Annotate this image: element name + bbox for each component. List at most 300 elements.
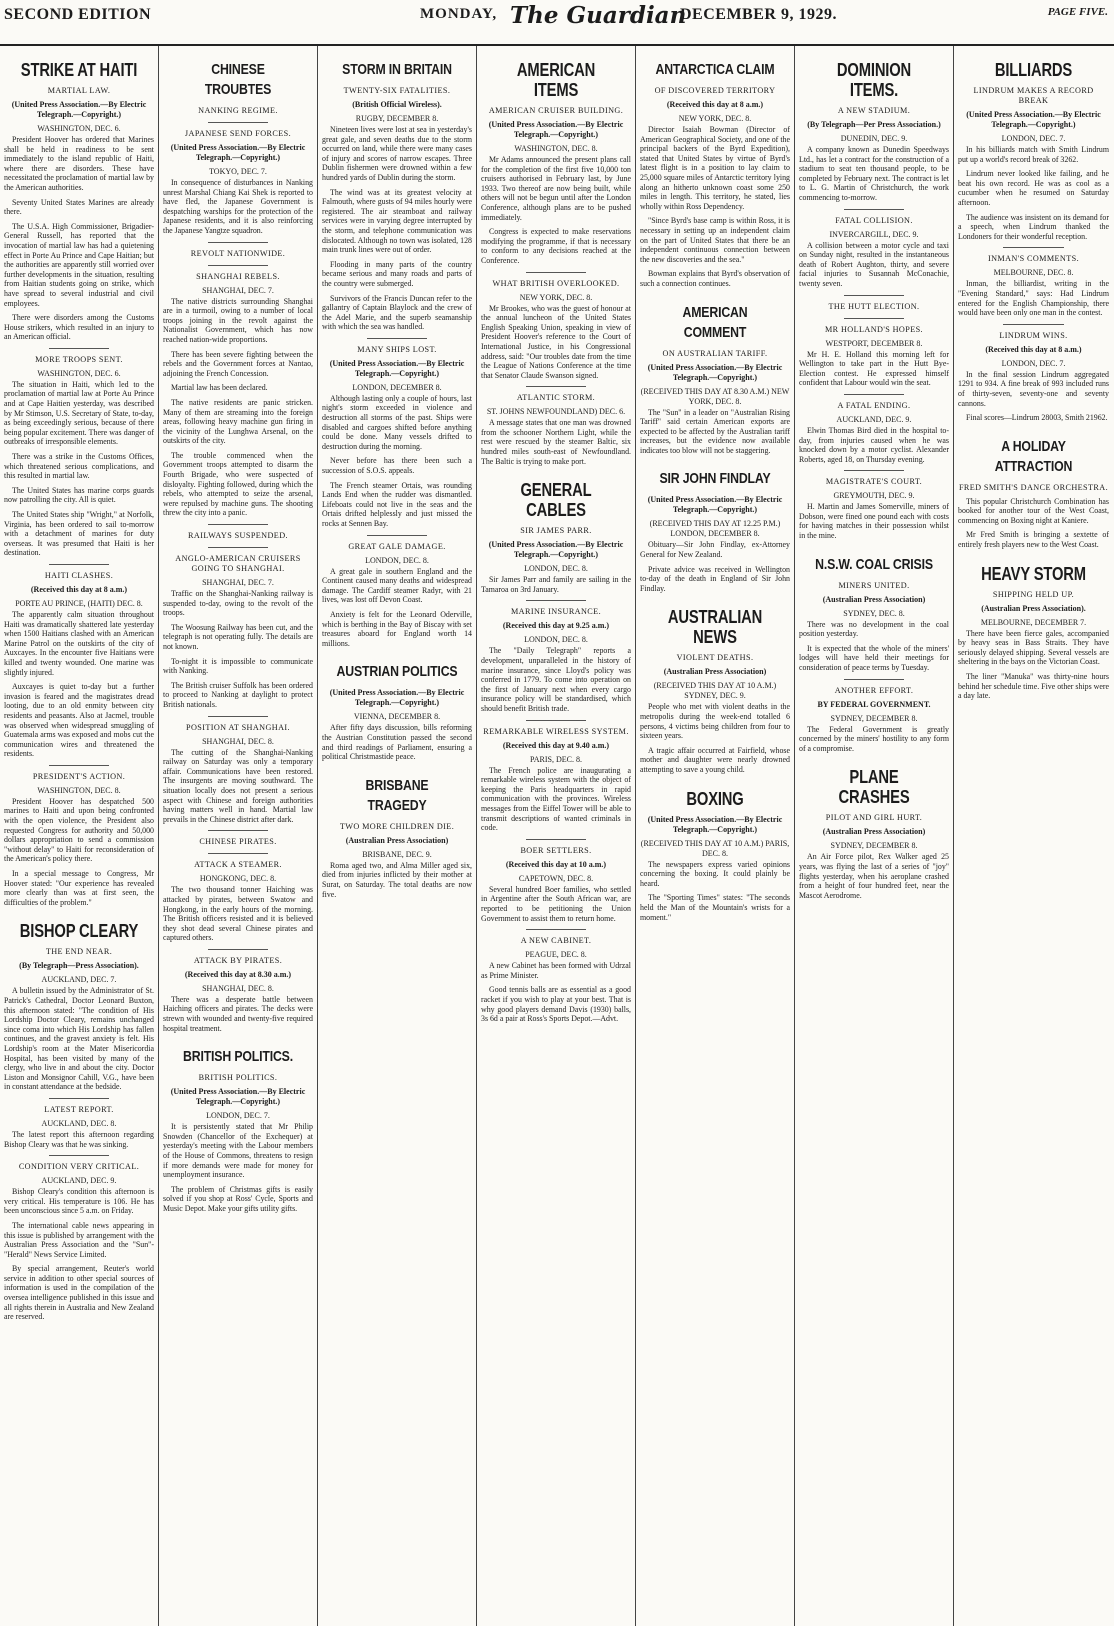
body-paragraph: Never before has there been such a succession of S.O.S. appeals. bbox=[322, 456, 472, 476]
body-paragraph: This popular Christchurch Combination has booked for another tour of the West Coast, commencing on Boxing night at Kaniere. bbox=[958, 496, 1109, 525]
article bbox=[322, 338, 472, 529]
divider-rule bbox=[844, 318, 904, 319]
dateline: LONDON, DEC. 8. bbox=[524, 564, 588, 574]
divider-rule bbox=[208, 122, 268, 123]
divider-rule bbox=[844, 209, 904, 210]
article bbox=[4, 1155, 154, 1322]
divider-rule bbox=[526, 272, 586, 273]
subheading: THE END NEAR. bbox=[45, 947, 113, 957]
article bbox=[163, 1047, 313, 1213]
byline: (Received this day at 10 a.m.) bbox=[505, 859, 607, 869]
body-paragraph: The Woosung Railway has been cut, and the telegraph is not operating fully. The details are not known. bbox=[163, 622, 313, 651]
body-paragraph: Traffic on the Shanghai-Nanking railway is suspended to-day, owing to the revolt of the troops. bbox=[163, 589, 313, 618]
byline: (United Press Association.—By Electric Telegraph.—Copyright.) bbox=[647, 362, 783, 382]
subheading: HAITI CLASHES. bbox=[44, 570, 114, 580]
column-6 bbox=[795, 46, 954, 1626]
subheading: THE HUTT ELECTION. bbox=[828, 301, 920, 311]
byline: (By Telegraph—Per Press Association.) bbox=[807, 120, 941, 129]
body-paragraph: A tragic affair occurred at Fairfield, whose mother and daughter were nearly drowned attempting to save a young child. bbox=[640, 745, 790, 774]
article bbox=[481, 720, 631, 833]
divider-rule bbox=[1003, 247, 1063, 248]
subheading: REMARKABLE WIRELESS SYSTEM. bbox=[483, 726, 629, 736]
body-paragraph: There were disorders among the Customs House strikers, which resulted in an injury to an American official. bbox=[4, 313, 154, 342]
divider-rule bbox=[49, 765, 109, 766]
headline: ANTARCTICA CLAIM bbox=[655, 61, 775, 78]
dateline: DUNEDIN, DEC. 9. bbox=[840, 134, 908, 143]
dateline: LONDON, DEC. 7. bbox=[1001, 134, 1066, 143]
dateline: WASHINGTON, DEC. 8. bbox=[37, 785, 121, 795]
body-paragraph: Martial law has been declared. bbox=[171, 383, 268, 393]
dateline: PORTE AU PRINCE, (HAITI) DEC. 8. bbox=[15, 598, 143, 608]
divider-rule bbox=[367, 338, 427, 339]
article bbox=[163, 524, 313, 541]
body-paragraph: The latest report this afternoon regarding Bishop Cleary was that he was sinking. bbox=[4, 1129, 154, 1149]
headline: BRITISH POLITICS. bbox=[183, 1048, 293, 1066]
dateline: SHANGHAI, DEC. 7. bbox=[202, 578, 274, 588]
subheading: REVOLT NATIONWIDE. bbox=[190, 248, 286, 258]
divider-rule bbox=[526, 929, 586, 930]
body-paragraph: An Air Force pilot, Rex Walker aged 25 years, was flying the last of a series of "joy" flights yesterday, when his aeroplane crashed from a height of four hundred feet, near the Mascot Aerodrome. bbox=[799, 852, 949, 900]
body-paragraph: The trouble commenced when the Government troops attempted to disarm the Fourth Brigade, who were suspected of disloyalty. Fighting followed, during which the rebels, who attempted to seize the arsenal, were repulsed by machine guns. The shooting threw the city into a panic. bbox=[163, 450, 313, 518]
divider-rule bbox=[526, 600, 586, 601]
headline: BILLIARDS bbox=[994, 60, 1073, 80]
byline: (Australian Press Association) bbox=[822, 827, 926, 837]
body-paragraph: The U.S.A. High Commissioner, Brigadier-General Russell, has reported that the invocation of martial law has had a quietening effect in Porte Au Prince and Cape Haitian; but the authorities are apparently still worried over further developments in the situation, resulting from Haitian students going on strike, which have spread to several industrial and civil employees. bbox=[4, 221, 154, 308]
article bbox=[322, 662, 472, 761]
subheading: BRITISH POLITICS. bbox=[198, 1073, 278, 1083]
subheading: FATAL COLLISION. bbox=[835, 215, 913, 225]
article bbox=[958, 247, 1109, 317]
divider-rule bbox=[49, 1155, 109, 1156]
dateline: LONDON, DEC. 7. bbox=[1001, 358, 1066, 368]
article bbox=[799, 295, 949, 312]
article bbox=[163, 949, 313, 1033]
article bbox=[640, 60, 790, 289]
article bbox=[163, 265, 313, 518]
column-5 bbox=[636, 46, 795, 1626]
article bbox=[481, 386, 631, 466]
divider-rule bbox=[208, 265, 268, 266]
divider-rule bbox=[208, 547, 268, 548]
article bbox=[799, 209, 949, 289]
body-paragraph: H. Martin and James Somerville, miners of Dobson, were fined one pound each with costs for having matches in their possession whilst in the mine. bbox=[799, 502, 949, 541]
subheading: SHIPPING HELD UP. bbox=[992, 589, 1075, 599]
body-paragraph: A message states that one man was drowned from the schooner Northern Light, while the rest were rescued by the steamer Baltic, six hundred miles south-east of Newfoundland. The Baltic is trying to make port. bbox=[481, 418, 631, 466]
article bbox=[4, 921, 154, 1092]
dateline: WASHINGTON, DEC. 6. bbox=[37, 368, 121, 378]
article bbox=[640, 303, 790, 456]
subheading: TWENTY-SIX FATALITIES. bbox=[343, 86, 451, 95]
byline: (United Press Association.—By Electric Telegraph.—Copyright.) bbox=[647, 495, 783, 515]
article bbox=[481, 839, 631, 923]
subheading: VIOLENT DEATHS. bbox=[676, 653, 754, 663]
body-paragraph: The "Sun" in a leader on "Australian Rising Tariff" said certain American exports are expected to be affected by the Australian tariff increases, but the evidence now available indicates too blow will not be staggering. bbox=[640, 407, 790, 455]
article bbox=[481, 60, 631, 266]
divider-rule bbox=[208, 242, 268, 243]
byline: (Received this day at 8 a.m.) bbox=[666, 100, 764, 109]
subheading: INMAN'S COMMENTS. bbox=[987, 254, 1080, 264]
subheading: FRED SMITH'S DANCE ORCHESTRA. bbox=[958, 482, 1109, 492]
byline: (United Press Association.—By Electric Telegraph.—Copyright.) bbox=[647, 814, 783, 834]
article bbox=[322, 535, 472, 649]
article bbox=[958, 437, 1109, 550]
subheading: ATLANTIC STORM. bbox=[516, 393, 596, 403]
subheading: ANOTHER EFFORT. bbox=[834, 685, 914, 695]
divider-rule bbox=[208, 949, 268, 950]
dateline: SHANGHAI, DEC. 8. bbox=[202, 736, 274, 746]
subheading: SHANGHAI REBELS. bbox=[196, 271, 280, 281]
divider-rule bbox=[526, 386, 586, 387]
body-paragraph: The "Sporting Times" states: "The seconds held the Man of the Mountain's wrists for a moment." bbox=[640, 893, 790, 922]
subheading: TWO MORE CHILDREN DIE. bbox=[339, 821, 455, 831]
dateline: CAPETOWN, DEC. 8. bbox=[518, 873, 594, 883]
subheading: ATTACK A STEAMER. bbox=[194, 860, 282, 870]
body-paragraph: In consequence of disturbances in Nanking unrest Marshal Chiang Kai Shek is reported to have fled, the Japanese Government is despatching warships for the protection of the Japanese residents, and it is also reinforcing the Japanese Yangtze squadron. bbox=[163, 178, 313, 235]
divider-rule bbox=[844, 470, 904, 471]
divider-rule bbox=[208, 716, 268, 717]
article bbox=[163, 122, 313, 236]
body-paragraph: The "Daily Telegraph" reports a development, unparalleled in the history of marine insurance, since Lloyd's policy was conferred in 1779. To come into operation on the first of January next when every cargo insurance policy will be standardised, which should benefit British trade. bbox=[481, 646, 631, 713]
body-paragraph: The problem of Christmas gifts is easily solved if you shop at Ross' Cycle, Sports and Music Depot. Make your gifts utility gifts. bbox=[163, 1184, 313, 1213]
body-paragraph: Final scores—Lindrum 28003, Smith 21962. bbox=[966, 413, 1108, 423]
subheading: PILOT AND GIRL HURT. bbox=[825, 813, 923, 823]
subheading: LINDRUM WINS. bbox=[999, 330, 1068, 340]
dateline: SHANGHAI, DEC. 8. bbox=[202, 983, 274, 993]
body-paragraph: The French steamer Ortais, was rounding Lands End when the rudder was dismantled. Lifeboats could not live in the seas and the Ortais drifted helplessly and just missed the rocks at Sennen Bay. bbox=[322, 480, 472, 528]
subheading: A FATAL ENDING. bbox=[837, 400, 911, 410]
body-paragraph: The United States has marine corps guards now patrolling the city. All is quiet. bbox=[4, 485, 154, 505]
column-3 bbox=[318, 46, 477, 1626]
headline: AUSTRALIAN NEWS bbox=[667, 607, 763, 648]
body-paragraph: By special arrangement, Reuter's world service in addition to other special sources of information is used in the compilation of the oversea intelligence published in this issue and all rights therein in Australia and New Zealand are reserved. bbox=[4, 1264, 154, 1322]
subheading: A NEW CABINET. bbox=[520, 936, 592, 946]
divider-rule bbox=[526, 839, 586, 840]
body-paragraph: It is persistently stated that Mr Philip Snowden (Chancellor of the Exchequer) at yesterday's meeting with the Labour members of the House of Commons, threatens to resign if more demands were made for money for unemployment insurance. bbox=[163, 1122, 313, 1180]
subheading: NANKING REGIME. bbox=[198, 106, 278, 115]
byline: (Received this day at 9.40 a.m.) bbox=[502, 740, 610, 750]
body-paragraph: Sir James Parr and family are sailing in the Tamaroa on 3rd January. bbox=[481, 575, 631, 594]
body-paragraph: The native districts surrounding Shanghai are in a turmoil, owing to a number of local troops joining in the revolt against the Nationalist Government, which has now reached nation-wide proportions. bbox=[163, 296, 313, 344]
article bbox=[163, 830, 313, 847]
article bbox=[4, 564, 154, 759]
subheading: ANGLO-AMERICAN CRUISERS GOING TO SHANGHAI. bbox=[175, 554, 301, 574]
body-paragraph: The native residents are panic stricken. Many of them are streaming into the foreign areas, following heavy machine gun firing in the vicinity of the Lunghwa Arsenal, on the outskirts of the city. bbox=[163, 397, 313, 446]
dateline: LONDON, DEC. 7. bbox=[206, 1111, 270, 1121]
byline: (United Press Association.—By Electric Telegraph.—Copyright.) bbox=[329, 688, 465, 708]
body-paragraph: Although lasting only a couple of hours, last night's storm exceeded in violence and destruction all storms of the past. Ships were disabled and cargoes shifted before anything could be done. Many vessels drifted to destruction during the morning. bbox=[322, 393, 472, 451]
article bbox=[799, 679, 949, 754]
subheading: POSITION AT SHANGHAI. bbox=[185, 722, 290, 732]
headline: BISHOP CLEARY bbox=[19, 921, 139, 942]
headline: DOMINION ITEMS. bbox=[836, 60, 912, 100]
body-paragraph: In his billiards match with Smith Lindrum put up a world's record break of 3262. bbox=[958, 145, 1109, 164]
dateline: SYDNEY, DECEMBER 8. bbox=[830, 713, 918, 723]
subheading: ATTACK BY PIRATES. bbox=[193, 955, 283, 965]
dateline: NEW YORK, DEC. 8. bbox=[519, 292, 593, 302]
body-paragraph: The situation in Haiti, which led to the proclamation of martial law at Porte Au Prince and at Cape Haitien yesterday, was described by Mr Stimson, U.S. Secretary of State, to-day, as being exceedingly serious, because of there being popular excitement. There was danger of outbreaks of irresponsible elements. bbox=[4, 379, 154, 447]
body-paragraph: Good tennis balls are as essential as a good racket if you wish to play at your best. That is why good players demand Davis (1930) balls, 3s 6d a pair at Ross's Sports Depot.—Advt. bbox=[481, 985, 631, 1024]
body-paragraph: Lindrum never looked like failing, and he beat his own record. He was as cool as a cucumber when he resumed on Saturday afternoon. bbox=[958, 169, 1109, 207]
divider-rule bbox=[526, 720, 586, 721]
byline: (United Press Association.—By Electric Telegraph.—Copyright.) bbox=[11, 100, 147, 119]
body-paragraph: Seventy United States Marines are already there. bbox=[4, 197, 154, 217]
article bbox=[640, 789, 790, 923]
dateline: PEAGUE, DEC. 8. bbox=[525, 950, 587, 960]
divider-rule bbox=[49, 348, 109, 349]
dateline: AUCKLAND, DEC. 7. bbox=[41, 975, 117, 985]
page-number: PAGE FIVE. bbox=[1047, 6, 1108, 18]
headline: AUSTRIAN POLITICS bbox=[336, 663, 458, 681]
article bbox=[481, 480, 631, 594]
dateline: LONDON, DEC. 8. bbox=[365, 555, 429, 565]
body-paragraph: There has been severe fighting between the rebels and the Government forces at Nantao, adjoining the French Concession. bbox=[163, 349, 313, 378]
byline: (United Press Association.—By Electric Telegraph.—Copyright.) bbox=[488, 120, 624, 139]
body-paragraph: Anxiety is felt for the Leonard Oderville, which is berthing in the Bay of Biscay with set treasures aboard for England worth 14 millions. bbox=[322, 609, 472, 648]
byline: (By Telegraph—Press Association). bbox=[19, 961, 139, 971]
dateline: (RECEIVED THIS DAY AT 10 A.M.) PARIS, DEC. 8. bbox=[640, 838, 790, 858]
subheading: AMERICAN CRUISER BUILDING. bbox=[488, 106, 624, 115]
article bbox=[163, 853, 313, 943]
dateline: RUGBY, DECEMBER 8. bbox=[355, 114, 439, 123]
body-paragraph: Mr Fred Smith is bringing a sextette of entirely fresh players new to the West Coast. bbox=[958, 530, 1109, 550]
body-paragraph: A great gale in southern England and the Continent caused many deaths and widespread damage. The Cardiff steamer Radyr, with 21 lives, was lost off Devon Coast. bbox=[322, 566, 472, 605]
dateline: SHANGHAI, DEC. 7. bbox=[202, 285, 274, 295]
body-paragraph: The United States ship "Wright," at Norfolk, Virginia, has been ordered to sail to-morrow with a detachment of marines for duty overseas. It was presumed that Haiti is her destination. bbox=[4, 510, 154, 558]
body-paragraph: There have been fierce gales, accompanied by heavy seas in Bass Straits. They have seriously delayed shipping. Several vessels are sheltering in the bays on the Victorian Coast. bbox=[958, 628, 1109, 667]
body-paragraph: In the final session Lindrum aggregated 1291 to 934. A fine break of 993 included runs of thirty-seven, seventy-one and seventy cannons. bbox=[958, 369, 1109, 408]
body-paragraph: Elwin Thomas Bird died in the hospital to-day, from injuries caused when he was knocked down by a motor cyclist. Alexander Roberts, aged 18, on Thursday evening. bbox=[799, 425, 949, 464]
article bbox=[163, 242, 313, 259]
article bbox=[163, 547, 313, 710]
body-paragraph: A company known as Dunedin Speedways Ltd., has let a contract for the construction of a stadium to seat ten thousand people, to be completed by February next. The contract is let to L. G. Martin of Christchurch, the work commencing to-morrow. bbox=[799, 145, 949, 202]
divider-rule bbox=[208, 524, 268, 525]
subheading: MAGISTRATE'S COURT. bbox=[825, 477, 923, 487]
body-paragraph: Roma aged two, and Alma Miller aged six, died from injuries inflicted by their mother at Surat, on Saturday. The total deaths are now five. bbox=[322, 860, 472, 899]
headline: BOXING bbox=[686, 788, 744, 809]
headline: HEAVY STORM bbox=[981, 563, 1086, 584]
body-paragraph: Congress is expected to make reservations modifying the programme, if that is necessary to conform to any decisions reached at the Conference. bbox=[481, 227, 631, 265]
body-paragraph: A new Cabinet has been formed with Udrzal as Prime Minister. bbox=[481, 961, 631, 980]
dateline: BRISBANE, DEC. 9. bbox=[362, 849, 432, 859]
dateline: LONDON, DEC. 8. bbox=[524, 635, 588, 645]
body-paragraph: The two thousand tonner Haiching was attacked by pirates, between Swatow and Hongkong, in the early hours of the morning. The British officers resisted and it is believed they shot dead several Chinese pirates and captured others. bbox=[163, 885, 313, 943]
subheading: CHINESE PIRATES. bbox=[199, 837, 277, 847]
columns bbox=[0, 46, 1114, 1626]
byline: (Australian Press Association) bbox=[822, 594, 926, 604]
body-paragraph: Obituary—Sir John Findlay, ex-Attorney General for New Zealand. bbox=[640, 540, 790, 560]
dateline: (RECEIVED THIS DAY AT 10 A.M.) SYDNEY, DEC. 9. bbox=[653, 681, 777, 701]
subheading: MR HOLLAND'S HOPES. bbox=[824, 324, 923, 334]
masthead-date: DECEMBER 9, 1929. bbox=[680, 6, 837, 23]
byline: (Australian Press Association). bbox=[981, 603, 1086, 613]
article bbox=[799, 60, 949, 203]
article bbox=[640, 607, 790, 774]
divider-rule bbox=[49, 1098, 109, 1099]
dateline: VIENNA, DECEMBER 8. bbox=[353, 712, 441, 722]
body-paragraph: Flooding in many parts of the country became serious and many roads and parts of the country were submerged. bbox=[322, 259, 472, 288]
body-paragraph: The British cruiser Suffolk has been ordered to proceed to Nanking at daylight to protect British nationals. bbox=[163, 680, 313, 709]
article bbox=[799, 394, 949, 464]
body-paragraph: Nineteen lives were lost at sea in yesterday's great gale, and seven deaths due to the storm occurred on land, while there were many cases of injury and scores of narrow escapes. Three Dublin fishermen were drowned within a few hundred yards of Dublin during the storm. bbox=[322, 125, 472, 182]
dateline: ST. JOHNS NEWFOUNDLAND) DEC. 6. bbox=[486, 407, 626, 417]
dateline: AUCKLAND, DEC. 9. bbox=[41, 1176, 117, 1186]
article bbox=[799, 318, 949, 388]
article bbox=[4, 60, 154, 342]
body-paragraph: The international cable news appearing in this issue is published by arrangement with the Australian Press Association and the "Sun"-"Herald" News Service Limited. bbox=[4, 1220, 154, 1259]
dateline: SYDNEY, DEC. 8. bbox=[843, 608, 905, 618]
column-4 bbox=[477, 46, 636, 1626]
headline: STRIKE AT HAITI bbox=[20, 60, 138, 80]
body-paragraph: The Federal Government is greatly concerned by the miners' hostility to any form of a compromise. bbox=[799, 724, 949, 753]
article bbox=[322, 776, 472, 899]
body-paragraph: In a special message to Congress, Mr Hoover stated: "Our experience has revealed more clearly than was at first seen, the difficulties of the problem." bbox=[4, 869, 154, 907]
byline: (United Press Association.—By Electric Telegraph.—Copyright.) bbox=[329, 358, 465, 378]
headline: STORM IN BRITAIN bbox=[342, 61, 452, 78]
byline: (Received this day at 9.25 a.m.) bbox=[502, 621, 610, 631]
body-paragraph: Several hundred Boer families, who settled in Argentine after the South African war, are reported to be petitioning the Union Government to assist them to return home. bbox=[481, 884, 631, 923]
article bbox=[481, 600, 631, 713]
body-paragraph: Director Isaiah Bowman (Director of American Geographical Society, and one of the principal backers of the Byrd Expedition), stated that United States by virtue of Byrd's latest flight is in a position to lay claim to 25,000 square miles of Antarctic territory lying along an hitherto unknown coast some 250 miles in length. This territory, he stated, lies wholly within Ross Dependency. bbox=[640, 125, 790, 211]
body-paragraph: Survivors of the Francis Duncan refer to the gallantry of Captain Blaylock and the crew of the Adel Marie, and the superb seamanship with which the sea was handled. bbox=[322, 293, 472, 332]
byline: (United Press Association.—By Electric Telegraph.—Copyright.) bbox=[488, 540, 624, 560]
article bbox=[958, 324, 1109, 423]
subheading: BOER SETTLERS. bbox=[520, 845, 592, 855]
body-paragraph: After fifty days discussion, bills reforming the Austrian Constitution passed the second and third readings of Parliament, ensuring a political Christmastide peace. bbox=[322, 723, 472, 762]
body-paragraph: There was no development in the coal position yesterday. bbox=[799, 619, 949, 639]
article bbox=[958, 564, 1109, 701]
subheading: A NEW STADIUM. bbox=[837, 106, 911, 115]
article bbox=[640, 469, 790, 593]
newspaper-title: The Guardian bbox=[510, 2, 687, 29]
body-paragraph: Inman, the billiardist, writing in the "Evening Standard," says: Had Lindrum entered for the English Championship, there would have been only one man in the contest. bbox=[958, 279, 1109, 318]
dateline: AUCKLAND, DEC. 8. bbox=[41, 1118, 117, 1128]
article bbox=[4, 1098, 154, 1149]
byline: (Received this day at 8 a.m.) bbox=[985, 344, 1082, 354]
article bbox=[481, 929, 631, 1024]
body-paragraph: The apparently calm situation throughout Haiti was dramatically shattered late yesterday when 1500 Haitians clashed with an American Marine Patrol on the outskirts of the city of Auxcayes. In the encounter five Haitians were killed and twenty wounded. One marine was slightly injured. bbox=[4, 609, 154, 677]
article bbox=[322, 60, 472, 332]
subheading: MARINE INSURANCE. bbox=[510, 607, 602, 617]
subheading: LATEST REPORT. bbox=[44, 1104, 114, 1114]
subheading: MORE TROOPS SENT. bbox=[35, 354, 123, 364]
body-paragraph: The audience was insistent on its demand for a speech, when Lindrum thanked the Londoners for their wonderful reception. bbox=[958, 212, 1109, 241]
body-paragraph: The liner "Manuka" was thirty-nine hours behind her schedule time. Five other ships were a day late. bbox=[958, 672, 1109, 701]
byline: BY FEDERAL GOVERNMENT. bbox=[817, 699, 931, 709]
divider-rule bbox=[844, 394, 904, 395]
dateline: LONDON, DECEMBER 8. bbox=[352, 382, 442, 392]
byline: (British Official Wireless). bbox=[352, 100, 442, 109]
dateline: MELBOURNE, DEC. 8. bbox=[993, 268, 1074, 278]
body-paragraph: "Since Byrd's base camp is within Ross, it is necessary in setting up an independent claim on the part of United States that there be an independent continuous connection between the new discoveries and the sea." bbox=[640, 216, 790, 264]
column-1 bbox=[0, 46, 159, 1626]
headline: CHINESE TROUBTES bbox=[204, 61, 272, 98]
dateline: WASHINGTON, DEC. 8. bbox=[514, 144, 598, 153]
article bbox=[799, 470, 949, 540]
byline: (United Press Association.—By Electric Telegraph.—Copyright.) bbox=[966, 110, 1101, 129]
headline: N.S.W. COAL CRISIS bbox=[815, 555, 933, 573]
divider-rule bbox=[208, 830, 268, 831]
dateline: SYDNEY, DECEMBER 8. bbox=[830, 841, 918, 851]
subheading: MARTIAL LAW. bbox=[47, 86, 111, 95]
byline: (Received this day at 8 a.m.) bbox=[30, 584, 128, 594]
body-paragraph: The French police are inaugurating a remarkable wireless system with the object of keeping the Paris headquarters in rapid communication with the provinces. Wireless messages from the Eiffel Tower will be able to transmit descriptions of wanted criminals in code. bbox=[481, 765, 631, 833]
article bbox=[163, 716, 313, 825]
body-paragraph: Bishop Cleary's condition this afternoon is very critical. His temperature is 106. He has been unconscious since 5 a.m. on Friday. bbox=[4, 1187, 154, 1216]
dateline: NEW YORK, DEC. 8. bbox=[678, 114, 752, 123]
dateline: MELBOURNE, DECEMBER 7. bbox=[980, 617, 1087, 627]
body-paragraph: President Hoover has ordered that Marines shall be held in readiness to be sent immediately to the island republic of Haiti, where there are disorders. These have necessitated the proclamation of martial law by the American authorities. bbox=[4, 135, 154, 192]
dateline: INVERCARGILL, DEC. 9. bbox=[829, 229, 919, 239]
divider-rule bbox=[1003, 324, 1063, 325]
body-paragraph: A bulletin issued by the Administrator of St. Patrick's Cathedral, Doctor Leonard Buxton, this afternoon stated: "The condition of His Lordship Doctor Cleary, remains unchanged since coma into which His Lordship has fallen continues, and the gravest anxiety is felt. His Lordship's room at the Mater Misericordia Hospital, has been visited by many of the clergy, who live in and about the city. Doctor Liston and Monsignor Cahill, V.G., have been in constant attendance at the bedside. bbox=[4, 986, 154, 1092]
dateline: GREYMOUTH, DEC. 9. bbox=[833, 491, 915, 501]
article bbox=[4, 348, 154, 558]
article bbox=[481, 272, 631, 381]
subheading: SIR JAMES PARR. bbox=[520, 526, 592, 536]
body-paragraph: The cutting of the Shanghai-Nanking railway on Saturday was only a temporary affair. Communications have been restored. The insurgents are moving southward. The situation locally does not present a serious aspect with Chinese and foreign authorities having matters well in hand. Martial law prevails in the Chinese district after dark. bbox=[163, 747, 313, 824]
dateline: HONGKONG, DEC. 8. bbox=[199, 874, 277, 884]
subheading: PRESIDENT'S ACTION. bbox=[32, 771, 126, 781]
body-paragraph: The newspapers express varied opinions concerning the boxing. It could plainly be heard. bbox=[640, 859, 790, 888]
body-paragraph: President Hoover has despatched 500 marines to Haiti and upon being confronted with the open violence, the President also requested Congress for authority and 50,000 dollars appropriation to send a commission "without delay" to Haiti for reconsideration of the American's policy there. bbox=[4, 796, 154, 864]
dateline: (RECEIVED THIS DAY AT 12.25 P.M.) LONDON, DECEMBER 8. bbox=[649, 519, 781, 539]
column-2 bbox=[159, 46, 318, 1626]
body-paragraph: It is expected that the whole of the miners' lodges will have held their meetings for consideration of peace terms by Tuesday. bbox=[799, 643, 949, 673]
headline: SIR JOHN FINDLAY bbox=[659, 470, 771, 488]
masthead bbox=[0, 0, 1114, 46]
subheading: LINDRUM MAKES A RECORD BREAK bbox=[973, 86, 1094, 105]
divider-rule bbox=[49, 564, 109, 565]
dateline: TOKYO, DEC. 7. bbox=[209, 167, 267, 176]
body-paragraph: Bowman explains that Byrd's observation of such a connection continues. bbox=[640, 269, 790, 288]
body-paragraph: There was a desperate battle between Haiching officers and pirates. The decks were strewn with wounded and twenty-five required hospital treatment. bbox=[163, 994, 313, 1033]
dateline: PARIS, DEC. 8. bbox=[530, 754, 582, 764]
dateline: AUCKLAND, DEC. 9. bbox=[836, 414, 912, 424]
headline: AMERICAN ITEMS bbox=[516, 60, 596, 100]
headline: AMERICAN COMMENT bbox=[682, 303, 748, 341]
body-paragraph: There was a strike in the Customs Offices, which threatened serious complications, and this resulted in martial law. bbox=[4, 452, 154, 481]
subheading: MINERS UNITED. bbox=[838, 580, 910, 590]
subheading: MANY SHIPS LOST. bbox=[357, 344, 437, 354]
article bbox=[799, 555, 949, 673]
column-7 bbox=[954, 46, 1113, 1626]
dateline: WASHINGTON, DEC. 6. bbox=[37, 124, 121, 133]
article bbox=[958, 60, 1109, 241]
byline: (Australian Press Association) bbox=[345, 835, 449, 845]
subheading: WHAT BRITISH OVERLOOKED. bbox=[492, 278, 620, 288]
body-paragraph: To-night it is impossible to communicate with Nanking. bbox=[163, 656, 313, 676]
body-paragraph: People who met with violent deaths in the metropolis during the week-end totalled 6 persons, 4 victims being children from four to sixteen years. bbox=[640, 702, 790, 741]
divider-rule bbox=[208, 853, 268, 854]
body-paragraph: The wind was at its greatest velocity at Falmouth, where gusts of 94 miles hourly were registered. The air steamboat and railway services were in varying degree interrupted by the storm, and telephone communication was dislocated. Although no town was isolated, 128 main trunk lines were out of order. bbox=[322, 187, 472, 255]
byline: (Received this day at 8.30 a.m.) bbox=[184, 969, 292, 979]
byline: (United Press Association.—By Electric Telegraph.—Copyright.) bbox=[170, 1087, 306, 1107]
headline: BRISBANE TRAGEDY bbox=[365, 776, 429, 814]
subheading: CONDITION VERY CRITICAL. bbox=[18, 1162, 140, 1172]
byline: (United Press Association.—By Electric Telegraph.—Copyright.) bbox=[170, 143, 306, 162]
masthead-day: MONDAY, bbox=[420, 6, 498, 22]
headline: PLANE CRASHES bbox=[838, 767, 910, 808]
subheading: JAPANESE SEND FORCES. bbox=[184, 129, 292, 138]
subheading: GREAT GALE DAMAGE. bbox=[348, 541, 446, 551]
headline: A HOLIDAY ATTRACTION bbox=[994, 437, 1073, 475]
body-paragraph: A collision between a motor cycle and taxi on Sunday night, resulted in the instantaneous death of Robert Aughton, thirty, and severe facial injuries to Susannah McConachie, twenty seven. bbox=[799, 240, 949, 288]
divider-rule bbox=[844, 679, 904, 680]
body-paragraph: Mr H. E. Holland this morning left for Wellington to take part in the Hutt Bye-Election contest. He expressed himself confident that Labour would win the seat. bbox=[799, 349, 949, 388]
byline: (Australian Press Association) bbox=[663, 667, 767, 677]
article bbox=[799, 767, 949, 900]
dateline: WESTPORT, DECEMBER 8. bbox=[825, 338, 923, 348]
